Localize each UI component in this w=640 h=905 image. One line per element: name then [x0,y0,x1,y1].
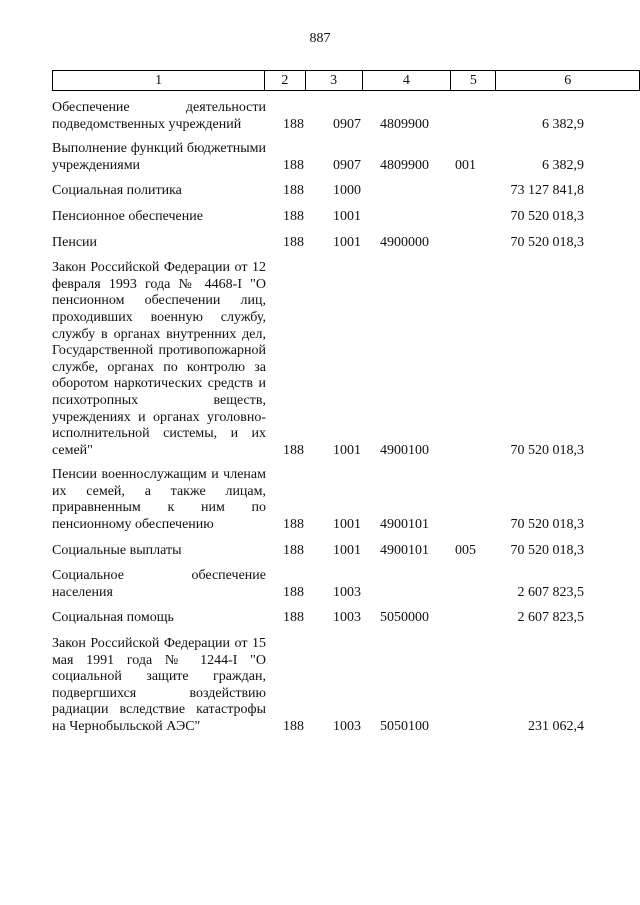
row-csr: 4900100 [380,442,429,458]
row-csr: 4900101 [380,517,429,533]
row-name: Пенсии военнослужащим и членам их семей, а также лицам, приравненным к ним по пенсионному обеспечению [52,467,266,533]
table-row [0,100,640,133]
row-sum: 231 062,4 [528,719,584,734]
row-razdel: 1001 [333,208,361,224]
row-razdel: 1003 [333,610,361,626]
row-name: Пенсии [52,234,98,250]
row-name: Закон Российской Федерации от 15 мая 1991 года № 1244-I "О социальной защите граждан, подвергшихся воздействию радиации вследствие катастрофы на Чернобыльской АЭС" [52,636,266,734]
table-row [0,183,640,200]
row-sum: 2 607 823,5 [517,610,584,626]
row-name: Обеспечение деятельности подведомственных учреждений [52,100,266,132]
row-name: Выполнение функций бюджетными учреждениями [52,141,266,173]
row-ved: 188 [283,116,304,132]
row-csr: 4900000 [380,234,429,250]
row-sum: 6 382,9 [542,157,584,173]
row-razdel: 0907 [333,116,361,132]
row-razdel: 1001 [333,517,361,533]
table-row [0,610,640,627]
table-row [0,209,640,226]
header-col-4: 4 [362,71,451,91]
row-sum: 6 382,9 [542,116,584,132]
page-number: 887 [309,31,331,46]
header-col-3: 3 [305,71,362,91]
row-sum: 2 607 823,5 [517,584,584,600]
row-name: Социальная политика [52,183,182,199]
row-csr: 4809900 [380,157,429,173]
row-sum: 70 520 018,3 [510,208,584,224]
row-razdel: 1003 [333,584,361,600]
row-name: Социальные выплаты [52,542,182,558]
table-row [0,636,640,736]
row-name: Социальная помощь [52,610,174,626]
row-ved: 188 [283,183,304,199]
row-csr: 5050100 [380,719,429,734]
row-ved: 188 [283,542,304,558]
table-header [52,70,640,91]
row-ved: 188 [283,610,304,626]
table-row [0,235,640,252]
row-name: Закон Российской Федерации от 12 февраля 1993 года № 4468-I "О пенсионном обеспечении лиц, проходивших военную службу, службу в органах внутренних дел, Государственной противопожарной службе, органах по контролю за оборотом наркотических средств и психотропных веществ, учреждениях и органах уголовно-исполнительной системы, и их семей" [52,260,266,458]
row-sum: 73 127 841,8 [510,183,584,199]
row-vr: 005 [455,542,476,558]
row-csr: 4900101 [380,542,429,558]
header-col-2: 2 [265,71,305,91]
header-col-5: 5 [451,71,496,91]
row-sum: 70 520 018,3 [510,542,584,558]
row-csr: 5050000 [380,610,429,626]
row-ved: 188 [283,208,304,224]
row-sum: 70 520 018,3 [510,517,584,533]
table-row [0,543,640,560]
row-razdel: 1000 [333,183,361,199]
row-ved: 188 [283,157,304,173]
row-razdel: 1001 [333,234,361,250]
budget-table-body [0,96,640,736]
row-sum: 70 520 018,3 [510,234,584,250]
row-name: Пенсионное обеспечение [52,208,203,224]
table-row [0,260,640,459]
row-vr: 001 [455,157,476,173]
row-sum: 70 520 018,3 [510,442,584,458]
header-col-6: 6 [496,71,640,91]
row-ved: 188 [283,719,304,734]
row-ved: 188 [283,442,304,458]
table-row [0,141,640,174]
header-col-1: 1 [53,71,265,91]
row-name: Социальное обеспечение населения [52,568,266,600]
row-csr: 4809900 [380,116,429,132]
row-razdel: 1003 [333,719,361,734]
table-row [0,568,640,601]
row-razdel: 1001 [333,442,361,458]
row-ved: 188 [283,234,304,250]
row-razdel: 1001 [333,542,361,558]
row-ved: 188 [283,584,304,600]
row-ved: 188 [283,517,304,533]
table-row [0,467,640,533]
row-razdel: 0907 [333,157,361,173]
